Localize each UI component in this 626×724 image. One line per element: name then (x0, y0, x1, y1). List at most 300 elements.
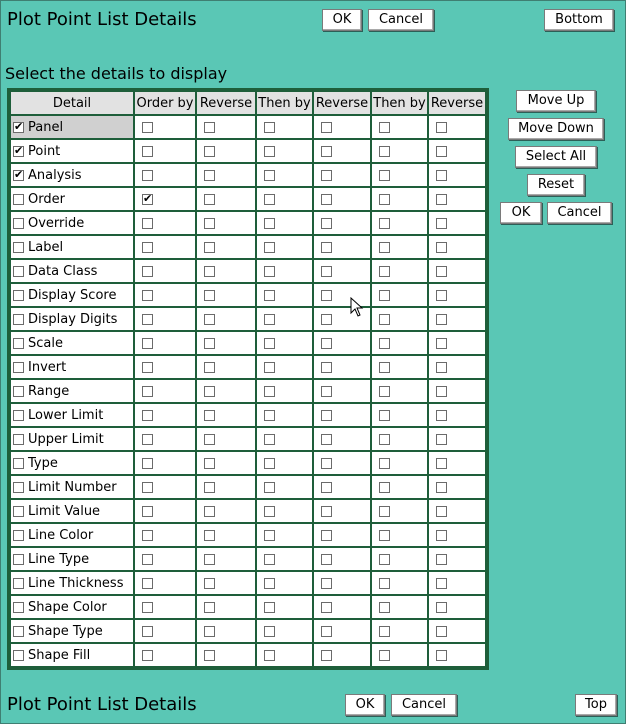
detail-checkbox[interactable] (13, 482, 24, 493)
table-body (11, 116, 485, 666)
detail-cell (11, 620, 133, 642)
order-by-checkbox[interactable] (142, 146, 153, 157)
detail-cell (11, 188, 133, 210)
option-cell (135, 548, 195, 570)
detail-checkbox[interactable] (13, 602, 24, 613)
option-cell (257, 260, 312, 282)
option-cell (429, 236, 485, 258)
reverse-checkbox[interactable] (204, 122, 215, 133)
reverse-checkbox[interactable] (321, 626, 332, 637)
details-table (9, 90, 487, 668)
option-cell (257, 596, 312, 618)
detail-label: Display Digits (28, 311, 118, 327)
order-by-checkbox[interactable] (142, 338, 153, 349)
reverse-checkbox[interactable] (204, 218, 215, 229)
detail-checkbox[interactable] (13, 530, 24, 541)
detail-checkbox[interactable] (13, 314, 24, 325)
reverse-checkbox[interactable] (321, 410, 332, 421)
detail-label: Line Color (28, 527, 94, 543)
select-all-button[interactable]: Select All (515, 146, 597, 168)
option-cell (197, 164, 255, 186)
move-down-button[interactable]: Move Down (508, 118, 604, 140)
then-by-checkbox[interactable] (264, 578, 275, 589)
option-cell (135, 164, 195, 186)
then-by-checkbox[interactable] (264, 410, 275, 421)
option-cell (135, 356, 195, 378)
detail-checkbox[interactable] (13, 554, 24, 565)
reverse-checkbox[interactable] (321, 554, 332, 565)
option-cell (135, 596, 195, 618)
option-cell (372, 524, 427, 546)
then-by-checkbox[interactable] (264, 194, 275, 205)
reverse-checkbox[interactable] (204, 194, 215, 205)
option-cell (429, 188, 485, 210)
reverse-checkbox[interactable] (321, 122, 332, 133)
detail-label: Shape Type (28, 623, 103, 639)
option-cell (429, 164, 485, 186)
option-cell (257, 236, 312, 258)
option-cell (372, 308, 427, 330)
order-by-checkbox[interactable] (142, 578, 153, 589)
option-cell (429, 140, 485, 162)
order-by-checkbox[interactable] (142, 482, 153, 493)
then-by-checkbox[interactable] (264, 434, 275, 445)
detail-checkbox[interactable] (13, 650, 24, 661)
page-title: Plot Point List Details (7, 9, 197, 30)
option-cell (197, 140, 255, 162)
detail-label: Point (28, 143, 61, 159)
option-cell (314, 116, 370, 138)
order-by-checkbox[interactable] (142, 242, 153, 253)
then-by-checkbox[interactable] (264, 650, 275, 661)
then-by-checkbox[interactable] (264, 530, 275, 541)
option-cell (372, 644, 427, 666)
then-by-checkbox[interactable] (379, 146, 390, 157)
option-cell (197, 428, 255, 450)
order-by-checkbox[interactable] (142, 266, 153, 277)
detail-checkbox[interactable] (13, 338, 24, 349)
reverse-checkbox[interactable] (436, 434, 447, 445)
reverse-checkbox[interactable] (436, 602, 447, 613)
then-by-checkbox[interactable] (379, 506, 390, 517)
option-cell (314, 236, 370, 258)
reverse-checkbox[interactable] (204, 242, 215, 253)
then-by-checkbox[interactable] (379, 314, 390, 325)
then-by-checkbox[interactable] (264, 290, 275, 301)
ok-button-side[interactable]: OK (500, 202, 542, 224)
option-cell (314, 380, 370, 402)
order-by-checkbox[interactable] (142, 386, 153, 397)
footer-title: Plot Point List Details (7, 694, 197, 715)
reverse-checkbox[interactable] (436, 410, 447, 421)
then-by-checkbox[interactable] (379, 626, 390, 637)
reverse-checkbox[interactable] (321, 434, 332, 445)
option-cell (257, 524, 312, 546)
reverse-checkbox[interactable] (436, 242, 447, 253)
reverse-checkbox[interactable] (204, 554, 215, 565)
option-cell (372, 572, 427, 594)
reverse-checkbox[interactable] (204, 434, 215, 445)
reverse-checkbox[interactable] (436, 338, 447, 349)
detail-checkbox[interactable] (13, 170, 24, 181)
detail-checkbox[interactable] (13, 290, 24, 301)
move-up-button[interactable]: Move Up (516, 90, 596, 112)
reverse-checkbox[interactable] (204, 482, 215, 493)
column-header: Detail (11, 92, 133, 114)
option-cell (314, 428, 370, 450)
table-row (11, 164, 485, 186)
reverse-checkbox[interactable] (436, 506, 447, 517)
reverse-checkbox[interactable] (204, 146, 215, 157)
option-cell (257, 428, 312, 450)
option-cell (197, 212, 255, 234)
option-cell (197, 236, 255, 258)
reverse-checkbox[interactable] (436, 170, 447, 181)
option-cell (135, 380, 195, 402)
then-by-checkbox[interactable] (264, 482, 275, 493)
then-by-checkbox[interactable] (264, 266, 275, 277)
table-row (11, 452, 485, 474)
table-row (11, 332, 485, 354)
reverse-checkbox[interactable] (204, 602, 215, 613)
reverse-checkbox[interactable] (321, 578, 332, 589)
option-cell (372, 548, 427, 570)
table-row (11, 572, 485, 594)
cancel-button-bottom[interactable]: Cancel (391, 694, 457, 716)
detail-cell (11, 212, 133, 234)
option-cell (314, 260, 370, 282)
option-cell (257, 212, 312, 234)
reverse-checkbox[interactable] (436, 122, 447, 133)
reverse-checkbox[interactable] (436, 218, 447, 229)
ok-button-top[interactable]: OK (322, 9, 362, 31)
then-by-checkbox[interactable] (379, 290, 390, 301)
reverse-checkbox[interactable] (321, 242, 332, 253)
detail-label: Order (28, 191, 65, 207)
reverse-checkbox[interactable] (321, 218, 332, 229)
option-cell (429, 308, 485, 330)
detail-label: Data Class (28, 263, 98, 279)
then-by-checkbox[interactable] (379, 578, 390, 589)
reverse-checkbox[interactable] (321, 482, 332, 493)
reverse-checkbox[interactable] (204, 578, 215, 589)
detail-checkbox[interactable] (13, 242, 24, 253)
reverse-checkbox[interactable] (436, 290, 447, 301)
option-cell (257, 284, 312, 306)
option-cell (314, 212, 370, 234)
reverse-checkbox[interactable] (321, 650, 332, 661)
then-by-checkbox[interactable] (264, 506, 275, 517)
detail-cell (11, 596, 133, 618)
then-by-checkbox[interactable] (379, 338, 390, 349)
reverse-checkbox[interactable] (204, 386, 215, 397)
order-by-checkbox[interactable] (142, 530, 153, 541)
reverse-checkbox[interactable] (436, 578, 447, 589)
option-cell (135, 452, 195, 474)
then-by-checkbox[interactable] (379, 242, 390, 253)
bottom-button[interactable]: Bottom (544, 9, 614, 31)
reverse-checkbox[interactable] (436, 314, 447, 325)
column-header: Reverse (314, 92, 370, 114)
reverse-checkbox[interactable] (204, 290, 215, 301)
order-by-checkbox[interactable] (142, 290, 153, 301)
detail-cell (11, 332, 133, 354)
option-cell (429, 260, 485, 282)
option-cell (135, 116, 195, 138)
reverse-checkbox[interactable] (436, 362, 447, 373)
cancel-button-top[interactable]: Cancel (368, 9, 434, 31)
top-button[interactable]: Top (575, 694, 617, 716)
detail-checkbox[interactable] (13, 386, 24, 397)
detail-checkbox[interactable] (13, 122, 24, 133)
detail-checkbox[interactable] (13, 362, 24, 373)
detail-checkbox[interactable] (13, 458, 24, 469)
ok-button-bottom[interactable]: OK (345, 694, 385, 716)
order-by-checkbox[interactable] (142, 602, 153, 613)
then-by-checkbox[interactable] (264, 218, 275, 229)
reverse-checkbox[interactable] (321, 314, 332, 325)
detail-checkbox[interactable] (13, 506, 24, 517)
order-by-checkbox[interactable] (142, 218, 153, 229)
then-by-checkbox[interactable] (379, 458, 390, 469)
detail-cell (11, 500, 133, 522)
order-by-checkbox[interactable] (142, 506, 153, 517)
order-by-checkbox[interactable] (142, 554, 153, 565)
detail-checkbox[interactable] (13, 266, 24, 277)
reverse-checkbox[interactable] (204, 506, 215, 517)
then-by-checkbox[interactable] (264, 146, 275, 157)
then-by-checkbox[interactable] (264, 554, 275, 565)
option-cell (135, 332, 195, 354)
then-by-checkbox[interactable] (379, 434, 390, 445)
option-cell (135, 212, 195, 234)
detail-cell (11, 452, 133, 474)
then-by-checkbox[interactable] (379, 122, 390, 133)
reverse-checkbox[interactable] (321, 338, 332, 349)
option-cell (197, 524, 255, 546)
then-by-checkbox[interactable] (264, 314, 275, 325)
option-cell (257, 500, 312, 522)
reverse-checkbox[interactable] (436, 266, 447, 277)
reverse-checkbox[interactable] (321, 266, 332, 277)
reverse-checkbox[interactable] (436, 650, 447, 661)
option-cell (314, 140, 370, 162)
option-cell (429, 428, 485, 450)
option-cell (135, 260, 195, 282)
detail-label: Shape Fill (28, 647, 91, 663)
option-cell (197, 452, 255, 474)
reverse-checkbox[interactable] (436, 530, 447, 541)
detail-label: Limit Value (28, 503, 101, 519)
reverse-checkbox[interactable] (204, 362, 215, 373)
option-cell (314, 620, 370, 642)
option-cell (257, 572, 312, 594)
detail-label: Display Score (28, 287, 117, 303)
reverse-checkbox[interactable] (436, 626, 447, 637)
option-cell (135, 500, 195, 522)
detail-checkbox[interactable] (13, 626, 24, 637)
order-by-checkbox[interactable] (142, 170, 153, 181)
option-cell (314, 524, 370, 546)
then-by-checkbox[interactable] (264, 458, 275, 469)
option-cell (257, 356, 312, 378)
then-by-checkbox[interactable] (379, 554, 390, 565)
detail-checkbox[interactable] (13, 578, 24, 589)
option-cell (372, 332, 427, 354)
reverse-checkbox[interactable] (204, 338, 215, 349)
reverse-checkbox[interactable] (321, 386, 332, 397)
detail-label: Invert (28, 359, 67, 375)
reverse-checkbox[interactable] (204, 266, 215, 277)
option-cell (314, 596, 370, 618)
then-by-checkbox[interactable] (264, 602, 275, 613)
order-by-checkbox[interactable] (142, 434, 153, 445)
option-cell (372, 428, 427, 450)
option-cell (429, 212, 485, 234)
detail-cell (11, 572, 133, 594)
reverse-checkbox[interactable] (436, 194, 447, 205)
detail-cell (11, 644, 133, 666)
option-cell (257, 188, 312, 210)
section-subtitle: Select the details to display (5, 64, 228, 83)
table-row (11, 212, 485, 234)
reverse-checkbox[interactable] (204, 410, 215, 421)
detail-label: Scale (28, 335, 63, 351)
detail-cell (11, 140, 133, 162)
reverse-checkbox[interactable] (204, 170, 215, 181)
reverse-checkbox[interactable] (321, 194, 332, 205)
order-by-checkbox[interactable] (142, 650, 153, 661)
then-by-checkbox[interactable] (379, 362, 390, 373)
order-by-checkbox[interactable] (142, 362, 153, 373)
detail-checkbox[interactable] (13, 218, 24, 229)
option-cell (135, 188, 195, 210)
reverse-checkbox[interactable] (321, 506, 332, 517)
table-row (11, 260, 485, 282)
table-row (11, 140, 485, 162)
option-cell (429, 524, 485, 546)
then-by-checkbox[interactable] (379, 170, 390, 181)
then-by-checkbox[interactable] (379, 266, 390, 277)
option-cell (372, 188, 427, 210)
option-cell (197, 260, 255, 282)
reverse-checkbox[interactable] (204, 626, 215, 637)
detail-checkbox[interactable] (13, 434, 24, 445)
then-by-checkbox[interactable] (264, 242, 275, 253)
detail-cell (11, 476, 133, 498)
then-by-checkbox[interactable] (264, 170, 275, 181)
then-by-checkbox[interactable] (379, 194, 390, 205)
then-by-checkbox[interactable] (264, 626, 275, 637)
option-cell (314, 500, 370, 522)
option-cell (135, 236, 195, 258)
order-by-checkbox[interactable] (142, 122, 153, 133)
option-cell (429, 548, 485, 570)
option-cell (257, 476, 312, 498)
option-cell (257, 620, 312, 642)
detail-cell (11, 260, 133, 282)
reverse-checkbox[interactable] (321, 530, 332, 541)
option-cell (135, 308, 195, 330)
column-header: Then by (257, 92, 312, 114)
order-by-checkbox[interactable] (142, 626, 153, 637)
detail-cell (11, 524, 133, 546)
option-cell (314, 548, 370, 570)
option-cell (257, 308, 312, 330)
detail-checkbox[interactable] (13, 146, 24, 157)
reverse-checkbox[interactable] (436, 458, 447, 469)
detail-checkbox[interactable] (13, 194, 24, 205)
detail-label: Range (28, 383, 70, 399)
reverse-checkbox[interactable] (436, 146, 447, 157)
reverse-checkbox[interactable] (204, 650, 215, 661)
then-by-checkbox[interactable] (264, 122, 275, 133)
option-cell (429, 596, 485, 618)
order-by-checkbox[interactable] (142, 314, 153, 325)
option-cell (429, 332, 485, 354)
reverse-checkbox[interactable] (321, 146, 332, 157)
option-cell (429, 356, 485, 378)
order-by-checkbox[interactable] (142, 410, 153, 421)
option-cell (257, 548, 312, 570)
then-by-checkbox[interactable] (264, 362, 275, 373)
option-cell (197, 380, 255, 402)
option-cell (372, 380, 427, 402)
option-cell (135, 524, 195, 546)
column-header: Reverse (429, 92, 485, 114)
then-by-checkbox[interactable] (379, 410, 390, 421)
reverse-checkbox[interactable] (321, 170, 332, 181)
option-cell (372, 236, 427, 258)
then-by-checkbox[interactable] (264, 386, 275, 397)
then-by-checkbox[interactable] (379, 482, 390, 493)
reverse-checkbox[interactable] (321, 602, 332, 613)
cancel-button-side[interactable]: Cancel (547, 202, 612, 224)
reverse-checkbox[interactable] (321, 458, 332, 469)
reverse-checkbox[interactable] (321, 290, 332, 301)
option-cell (429, 452, 485, 474)
order-by-checkbox[interactable] (142, 194, 153, 205)
reverse-checkbox[interactable] (204, 314, 215, 325)
then-by-checkbox[interactable] (264, 338, 275, 349)
detail-cell (11, 308, 133, 330)
then-by-checkbox[interactable] (379, 602, 390, 613)
option-cell (314, 452, 370, 474)
then-by-checkbox[interactable] (379, 386, 390, 397)
detail-cell (11, 164, 133, 186)
reverse-checkbox[interactable] (436, 386, 447, 397)
table-row (11, 596, 485, 618)
detail-checkbox[interactable] (13, 410, 24, 421)
reverse-checkbox[interactable] (204, 458, 215, 469)
option-cell (372, 404, 427, 426)
table-row (11, 308, 485, 330)
reset-button[interactable]: Reset (527, 174, 585, 196)
option-cell (429, 476, 485, 498)
reverse-checkbox[interactable] (204, 530, 215, 541)
option-cell (372, 596, 427, 618)
then-by-checkbox[interactable] (379, 218, 390, 229)
reverse-checkbox[interactable] (436, 554, 447, 565)
option-cell (197, 404, 255, 426)
order-by-checkbox[interactable] (142, 458, 153, 469)
reverse-checkbox[interactable] (436, 482, 447, 493)
then-by-checkbox[interactable] (379, 650, 390, 661)
then-by-checkbox[interactable] (379, 530, 390, 541)
reverse-checkbox[interactable] (321, 362, 332, 373)
option-cell (372, 476, 427, 498)
detail-label: Label (28, 239, 64, 255)
